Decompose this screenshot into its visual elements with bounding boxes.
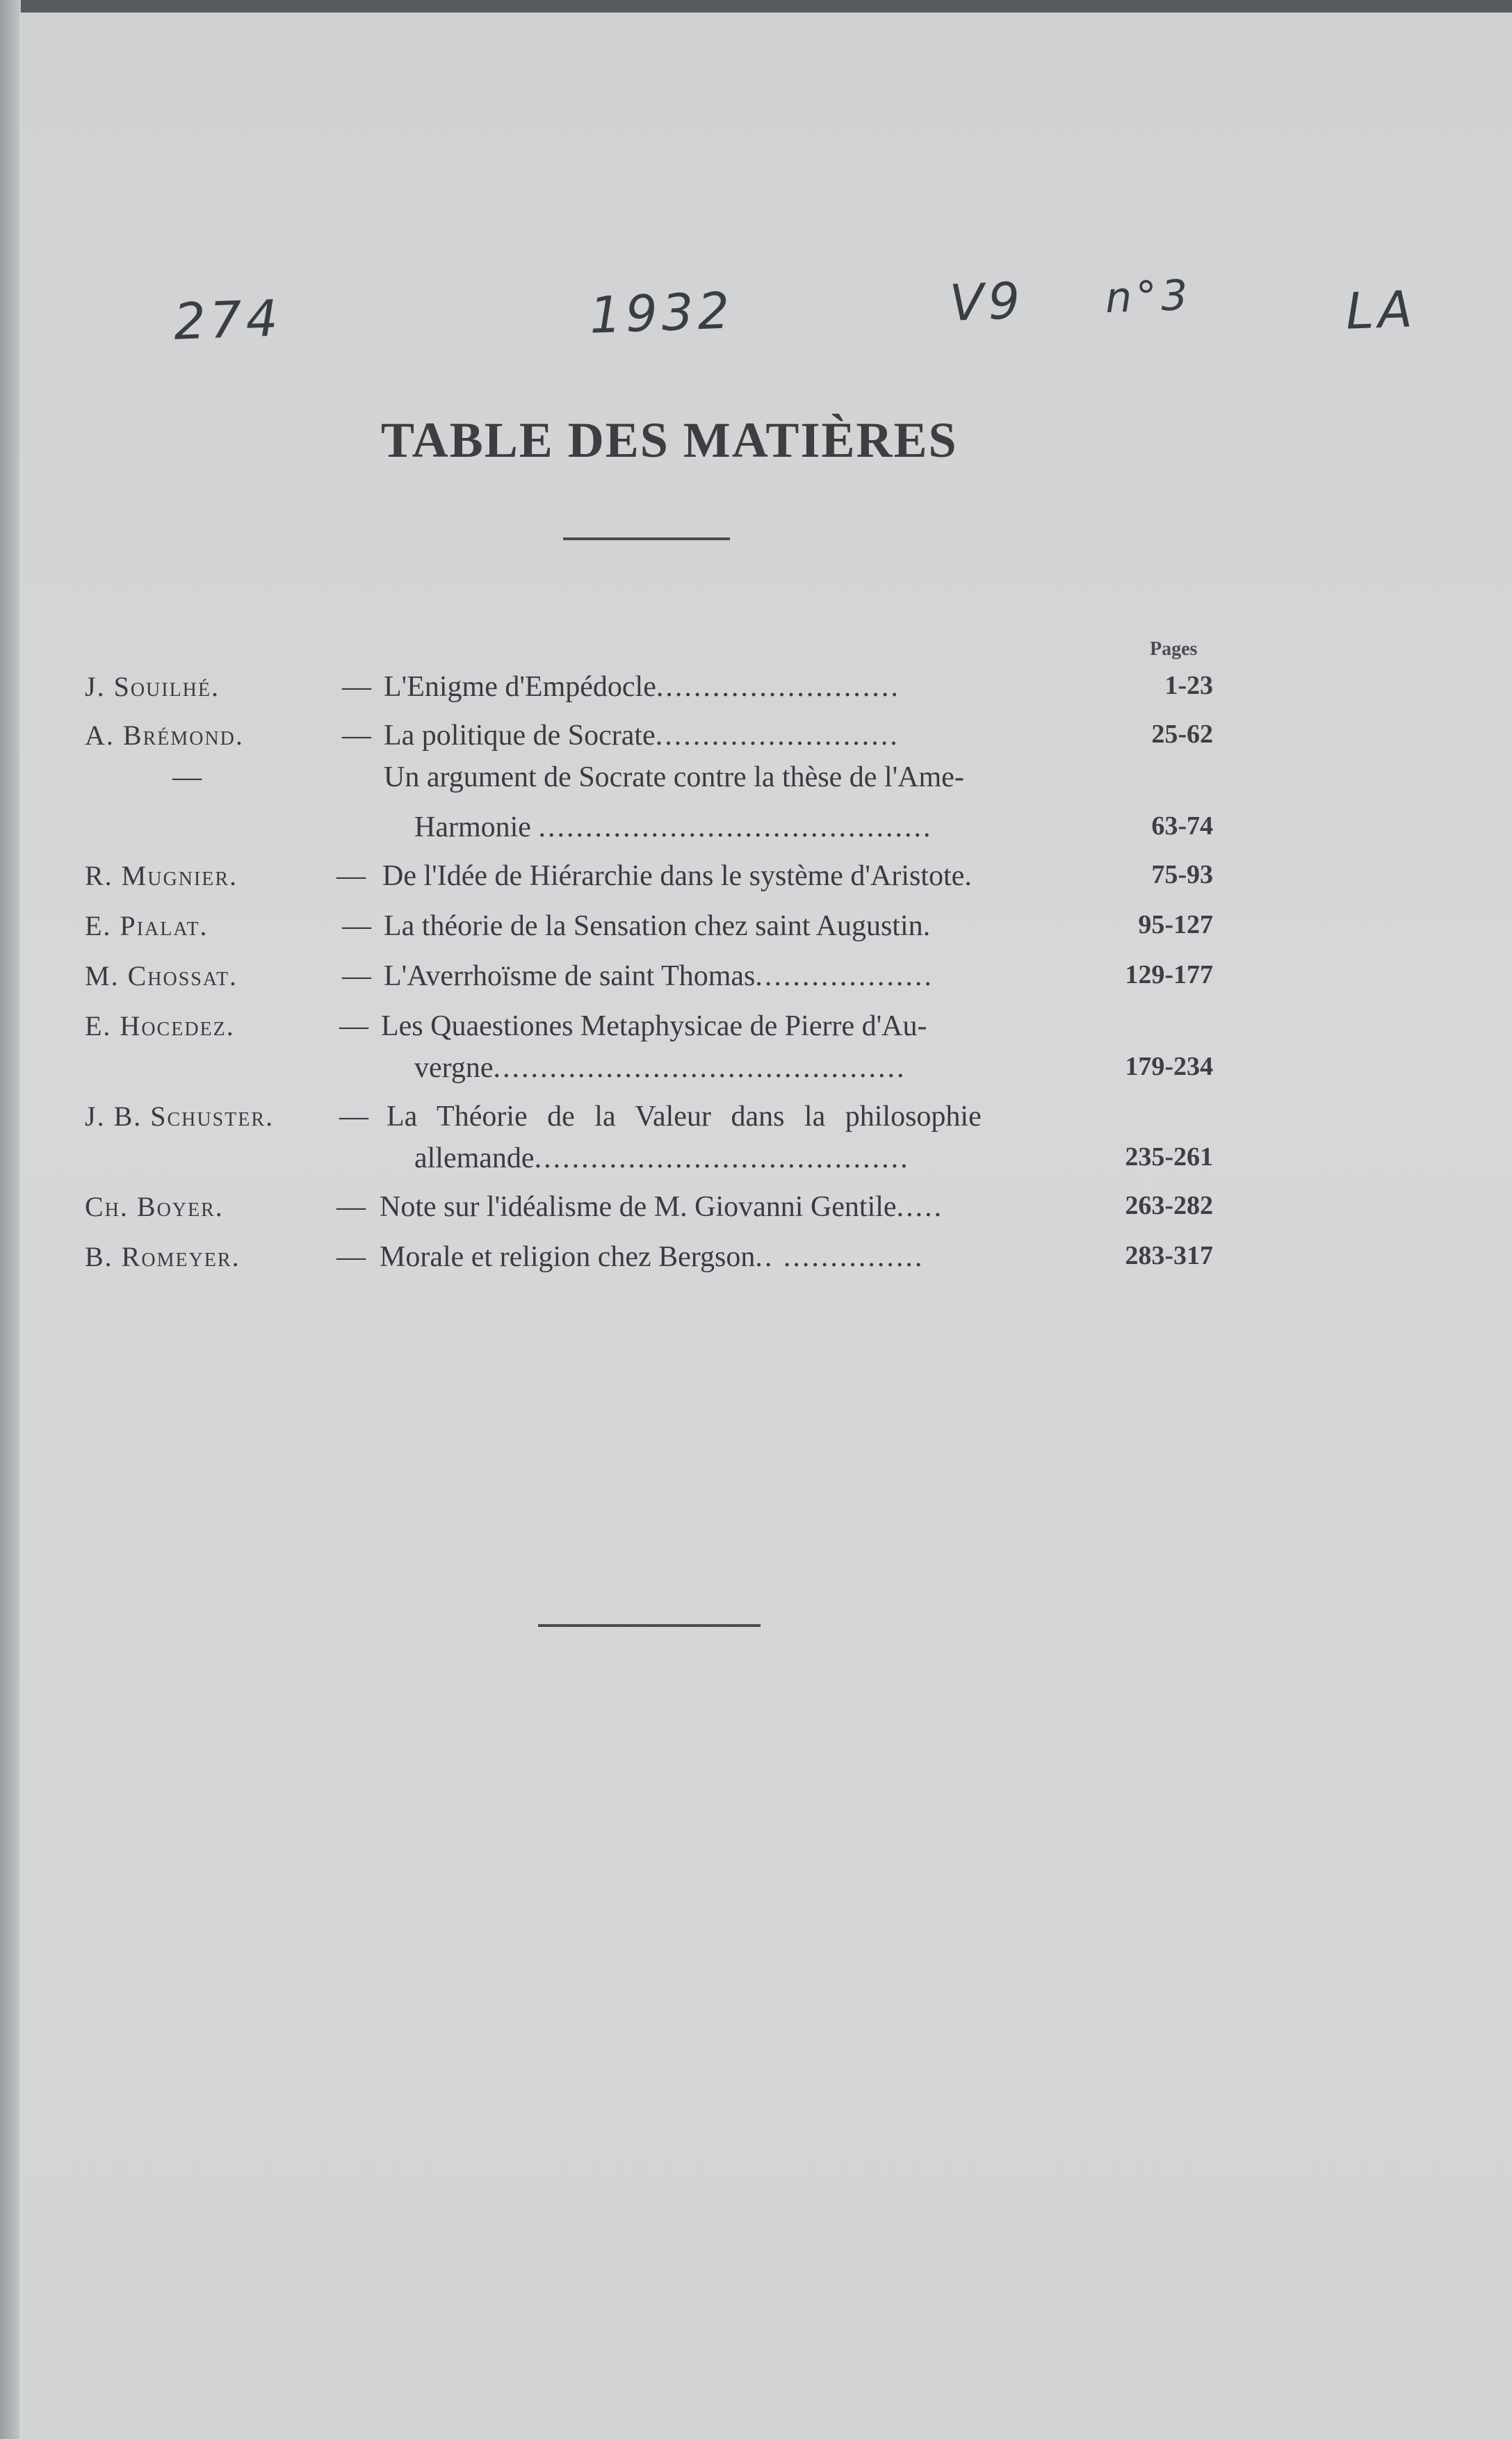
toc-dash: — [342, 671, 371, 703]
toc-author-ditto: — [172, 761, 202, 793]
pages-column-header: Pages [1150, 638, 1198, 660]
toc-title: L'Averrhoïsme de saint Thomas................... [384, 960, 934, 992]
handwritten-issue: n°3 [1104, 270, 1193, 323]
handwritten-volume: V9 [948, 271, 1025, 332]
document-page [19, 13, 1512, 2439]
toc-dash: — [336, 1241, 366, 1273]
closing-rule [538, 1624, 761, 1627]
toc-title: De l'Idée de Hiérarchie dans le système d'Aristote. [382, 860, 972, 892]
toc-title-cont: allemande........................................ [414, 1142, 910, 1174]
toc-title: Un argument de Socrate contre la thèse de l'Ame- [384, 761, 964, 793]
toc-title: La théorie de la Sensation chez saint Augustin. [384, 910, 931, 942]
toc-author: Ch. Boyer. [85, 1191, 224, 1222]
toc-dash: — [336, 860, 366, 892]
toc-dash: — [342, 960, 371, 992]
toc-pages: 95-127 [1138, 910, 1213, 939]
toc-author: A. Brémond. [85, 720, 244, 751]
toc-title: Morale et religion chez Bergson.. ............... [380, 1241, 925, 1273]
page-left-edge [0, 0, 21, 2439]
toc-pages: 283-317 [1125, 1241, 1213, 1270]
toc-title: Note sur l'idéalisme de M. Giovanni Gentile..... [380, 1191, 944, 1223]
toc-title: Les Quaestiones Metaphysicae de Pierre d'Au- [381, 1010, 927, 1042]
handwritten-year: 1932 [588, 281, 735, 345]
toc-author: B. Romeyer. [85, 1241, 241, 1272]
title-underline [563, 537, 730, 540]
page-top-edge [0, 0, 1512, 13]
toc-author: J. B. Schuster. [85, 1101, 275, 1132]
toc-dash: — [339, 1101, 368, 1133]
toc-pages: 235-261 [1125, 1142, 1213, 1172]
toc-author: R. Mugnier. [85, 860, 238, 891]
toc-pages: 129-177 [1125, 960, 1213, 989]
handwritten-initials: LA [1344, 279, 1417, 341]
toc-dash: — [339, 1010, 368, 1042]
toc-author: E. Pialat. [85, 910, 209, 941]
toc-title-cont: Harmonie .......................................... [414, 811, 933, 843]
toc-author: M. Chossat. [85, 960, 238, 991]
toc-dash: — [342, 720, 371, 752]
toc-pages: 263-282 [1125, 1191, 1213, 1220]
handwritten-number: 274 [172, 289, 283, 351]
page-title: TABLE DES MATIÈRES [381, 412, 958, 468]
toc-pages: 63-74 [1151, 811, 1213, 841]
toc-pages: 25-62 [1151, 720, 1213, 749]
toc-title: La politique de Socrate.......................... [384, 720, 900, 752]
toc-pages: 75-93 [1151, 860, 1213, 889]
toc-author: J. Souilhé. [85, 671, 220, 702]
toc-title: L'Enigme d'Empédocle.......................... [384, 671, 900, 703]
toc-pages: 179-234 [1125, 1052, 1213, 1081]
toc-pages: 1-23 [1164, 671, 1213, 700]
toc-title: La Théorie de la Valeur dans la philosophie [387, 1101, 982, 1133]
toc-dash: — [336, 1191, 366, 1223]
toc-author: E. Hocedez. [85, 1010, 235, 1042]
toc-title-cont: vergne............................................ [414, 1052, 907, 1084]
toc-dash: — [342, 910, 371, 942]
